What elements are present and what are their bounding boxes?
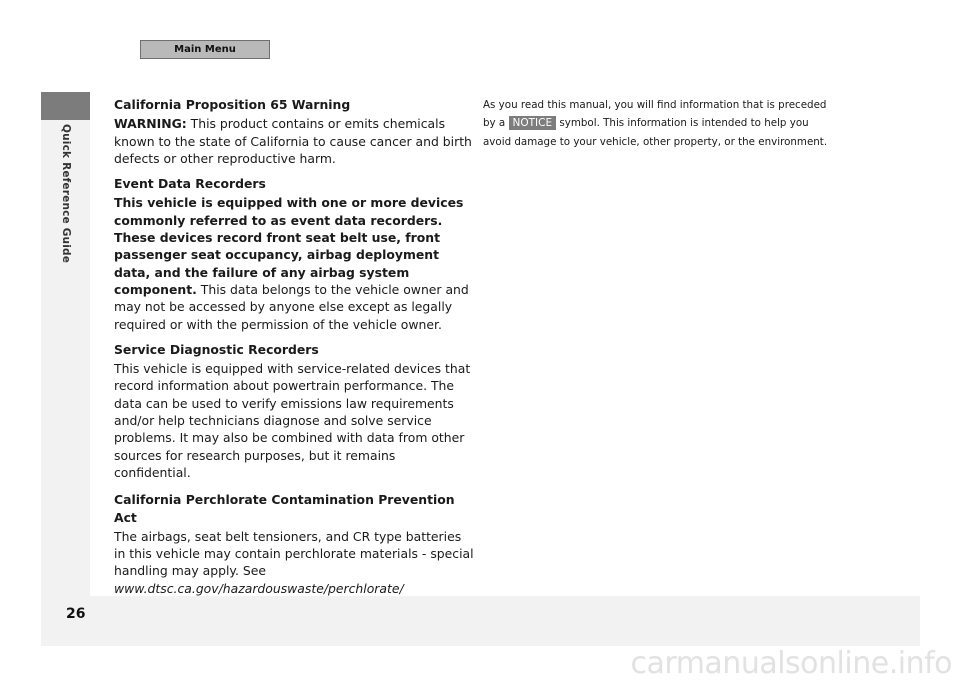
perchlorate-text: The airbags, seat belt tensioners, and CR type batteries in this vehicle may contain perchlorate materials - special handling may apply. See bbox=[114, 528, 474, 579]
prop65-heading: California Proposition 65 Warning bbox=[114, 97, 351, 112]
sdr-paragraph: This vehicle is equipped with service-related devices that record information about powertrain performance. The data can be used to verify emissions law requirements and/or help technicians diagnose and solve service problems. It may also be combined with data from other sources for research purposes, but it remains confidential. bbox=[114, 361, 471, 480]
notice-badge: NOTICE bbox=[509, 116, 557, 130]
section-tab bbox=[41, 92, 90, 120]
notice-text-before: As you read this manual, you will find information that is preceded by a bbox=[483, 99, 827, 130]
section-side-label[interactable] bbox=[60, 124, 72, 264]
right-column bbox=[483, 96, 833, 151]
edr-paragraph bbox=[114, 194, 474, 332]
perchlorate-heading: California Perchlorate Contamination Prevention Act bbox=[114, 492, 455, 525]
main-menu-button[interactable]: Main Menu bbox=[140, 40, 270, 59]
edr-heading: Event Data Recorders bbox=[114, 176, 266, 192]
notice-paragraph bbox=[483, 96, 833, 151]
sdr-heading: Service Diagnostic Recorders bbox=[114, 341, 319, 357]
section-side-label-text: Quick Reference Guide bbox=[60, 124, 72, 264]
perchlorate-paragraph bbox=[114, 528, 474, 597]
edr-bold-text: This vehicle is equipped with one or more devices commonly referred to as event data recorders. These devices record front seat belt use, front passenger seat occupancy, airbag deployment data, and the failure of any airbag system component. bbox=[114, 195, 464, 297]
notice-text-after: symbol. This information is intended to help you avoid damage to your vehicle, other property, or the environment. bbox=[483, 117, 828, 148]
warning-text: This product contains or emits chemicals known to the state of California to cause cancer and birth defects or other reproductive harm. bbox=[114, 116, 472, 166]
left-column bbox=[114, 96, 474, 597]
edr-text: This data belongs to the vehicle owner and may not be accessed by anyone else except as legally required or with the permission of the vehicle owner. bbox=[114, 281, 469, 332]
warning-label: WARNING: bbox=[114, 116, 187, 132]
page-number: 26 bbox=[66, 606, 86, 622]
watermark: carmanualsonline.info bbox=[630, 646, 952, 681]
prop65-paragraph bbox=[114, 115, 474, 167]
perchlorate-link[interactable]: www.dtsc.ca.gov/hazardouswaste/perchlorate/ bbox=[114, 580, 404, 596]
